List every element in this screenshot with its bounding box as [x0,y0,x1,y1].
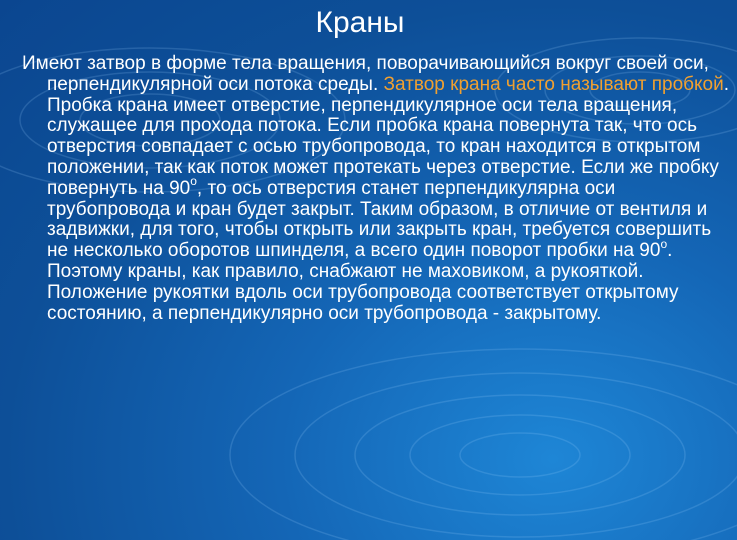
degree-mark: о [660,236,668,251]
slide-body-paragraph [22,54,737,324]
body-text-part-4: . Поэтому краны, как правило, снабжают не маховиком, а рукояткой. Положение рукоятки вдоль оси трубопровода соответствует открытому состоянию, а перпендикулярно оси трубопровода - закрытому. [47,240,679,324]
degree-mark: о [190,174,197,189]
body-text-part-1: Имеют затвор в форме тела вращения, поворачивающийся вокруг своей оси, перпендикулярной оси потока среды. [22,53,709,95]
highlighted-definition: Затвор крана часто называют пробкой [383,73,724,95]
slide-title: Краны [315,6,405,39]
body-text-part-3: , то ось отверстия станет перпендикулярна оси трубопровода и кран будет закрыт. Таким образом, в отличие от вентиля и задвижки, для того, чтобы открыть или закрыть кран, требуется совершить не несколько оборотов шпинделя, а всего один поворот пробки на 90 [47,177,712,262]
body-text-part-2: . Пробка крана имеет отверстие, перпендикулярное оси тела вращения, служащее для прохода потока. Если пробка крана повернута так, что ось отверстия совпадает с осью трубопровода, то кран находится в открытом положении, так как поток может протекать через отверстие. Если же пробку повернуть на 90 [47,73,730,199]
